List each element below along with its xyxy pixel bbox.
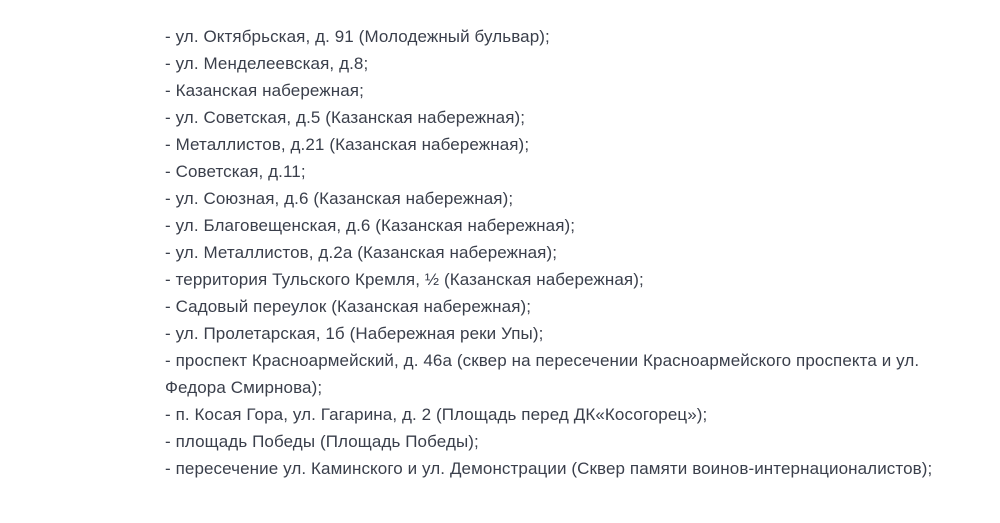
list-item: - ул. Благовещенская, д.6 (Казанская набережная); [165, 216, 576, 235]
list-item: - пересечение ул. Каминского и ул. Демонстрации (Сквер памяти воинов-интернационалистов); [165, 459, 933, 478]
address-list [165, 23, 945, 482]
list-item: - п. Косая Гора, ул. Гагарина, д. 2 (Площадь перед ДК«Косогорец»); [165, 405, 708, 424]
list-item: - Садовый переулок (Казанская набережная); [165, 297, 532, 316]
list-item: - территория Тульского Кремля, ½ (Казанская набережная); [165, 270, 644, 289]
list-item: - Казанская набережная; [165, 81, 364, 100]
list-item: - проспект Красноармейский, д. 46а (сквер на пересечении Красноармейского проспекта и ул. Федора Смирнова); [165, 351, 920, 397]
list-item: - Металлистов, д.21 (Казанская набережная); [165, 135, 530, 154]
list-item: - ул. Пролетарская, 1б (Набережная реки Упы); [165, 324, 544, 343]
list-item: - ул. Советская, д.5 (Казанская набережная); [165, 108, 526, 127]
list-item: - Советская, д.11; [165, 162, 306, 181]
list-item: - ул. Октябрьская, д. 91 (Молодежный бульвар); [165, 27, 550, 46]
list-item: - ул. Менделеевская, д.8; [165, 54, 369, 73]
list-item: - ул. Металлистов, д.2а (Казанская набережная); [165, 243, 558, 262]
list-item: - площадь Победы (Площадь Победы); [165, 432, 479, 451]
list-item: - ул. Союзная, д.6 (Казанская набережная); [165, 189, 514, 208]
